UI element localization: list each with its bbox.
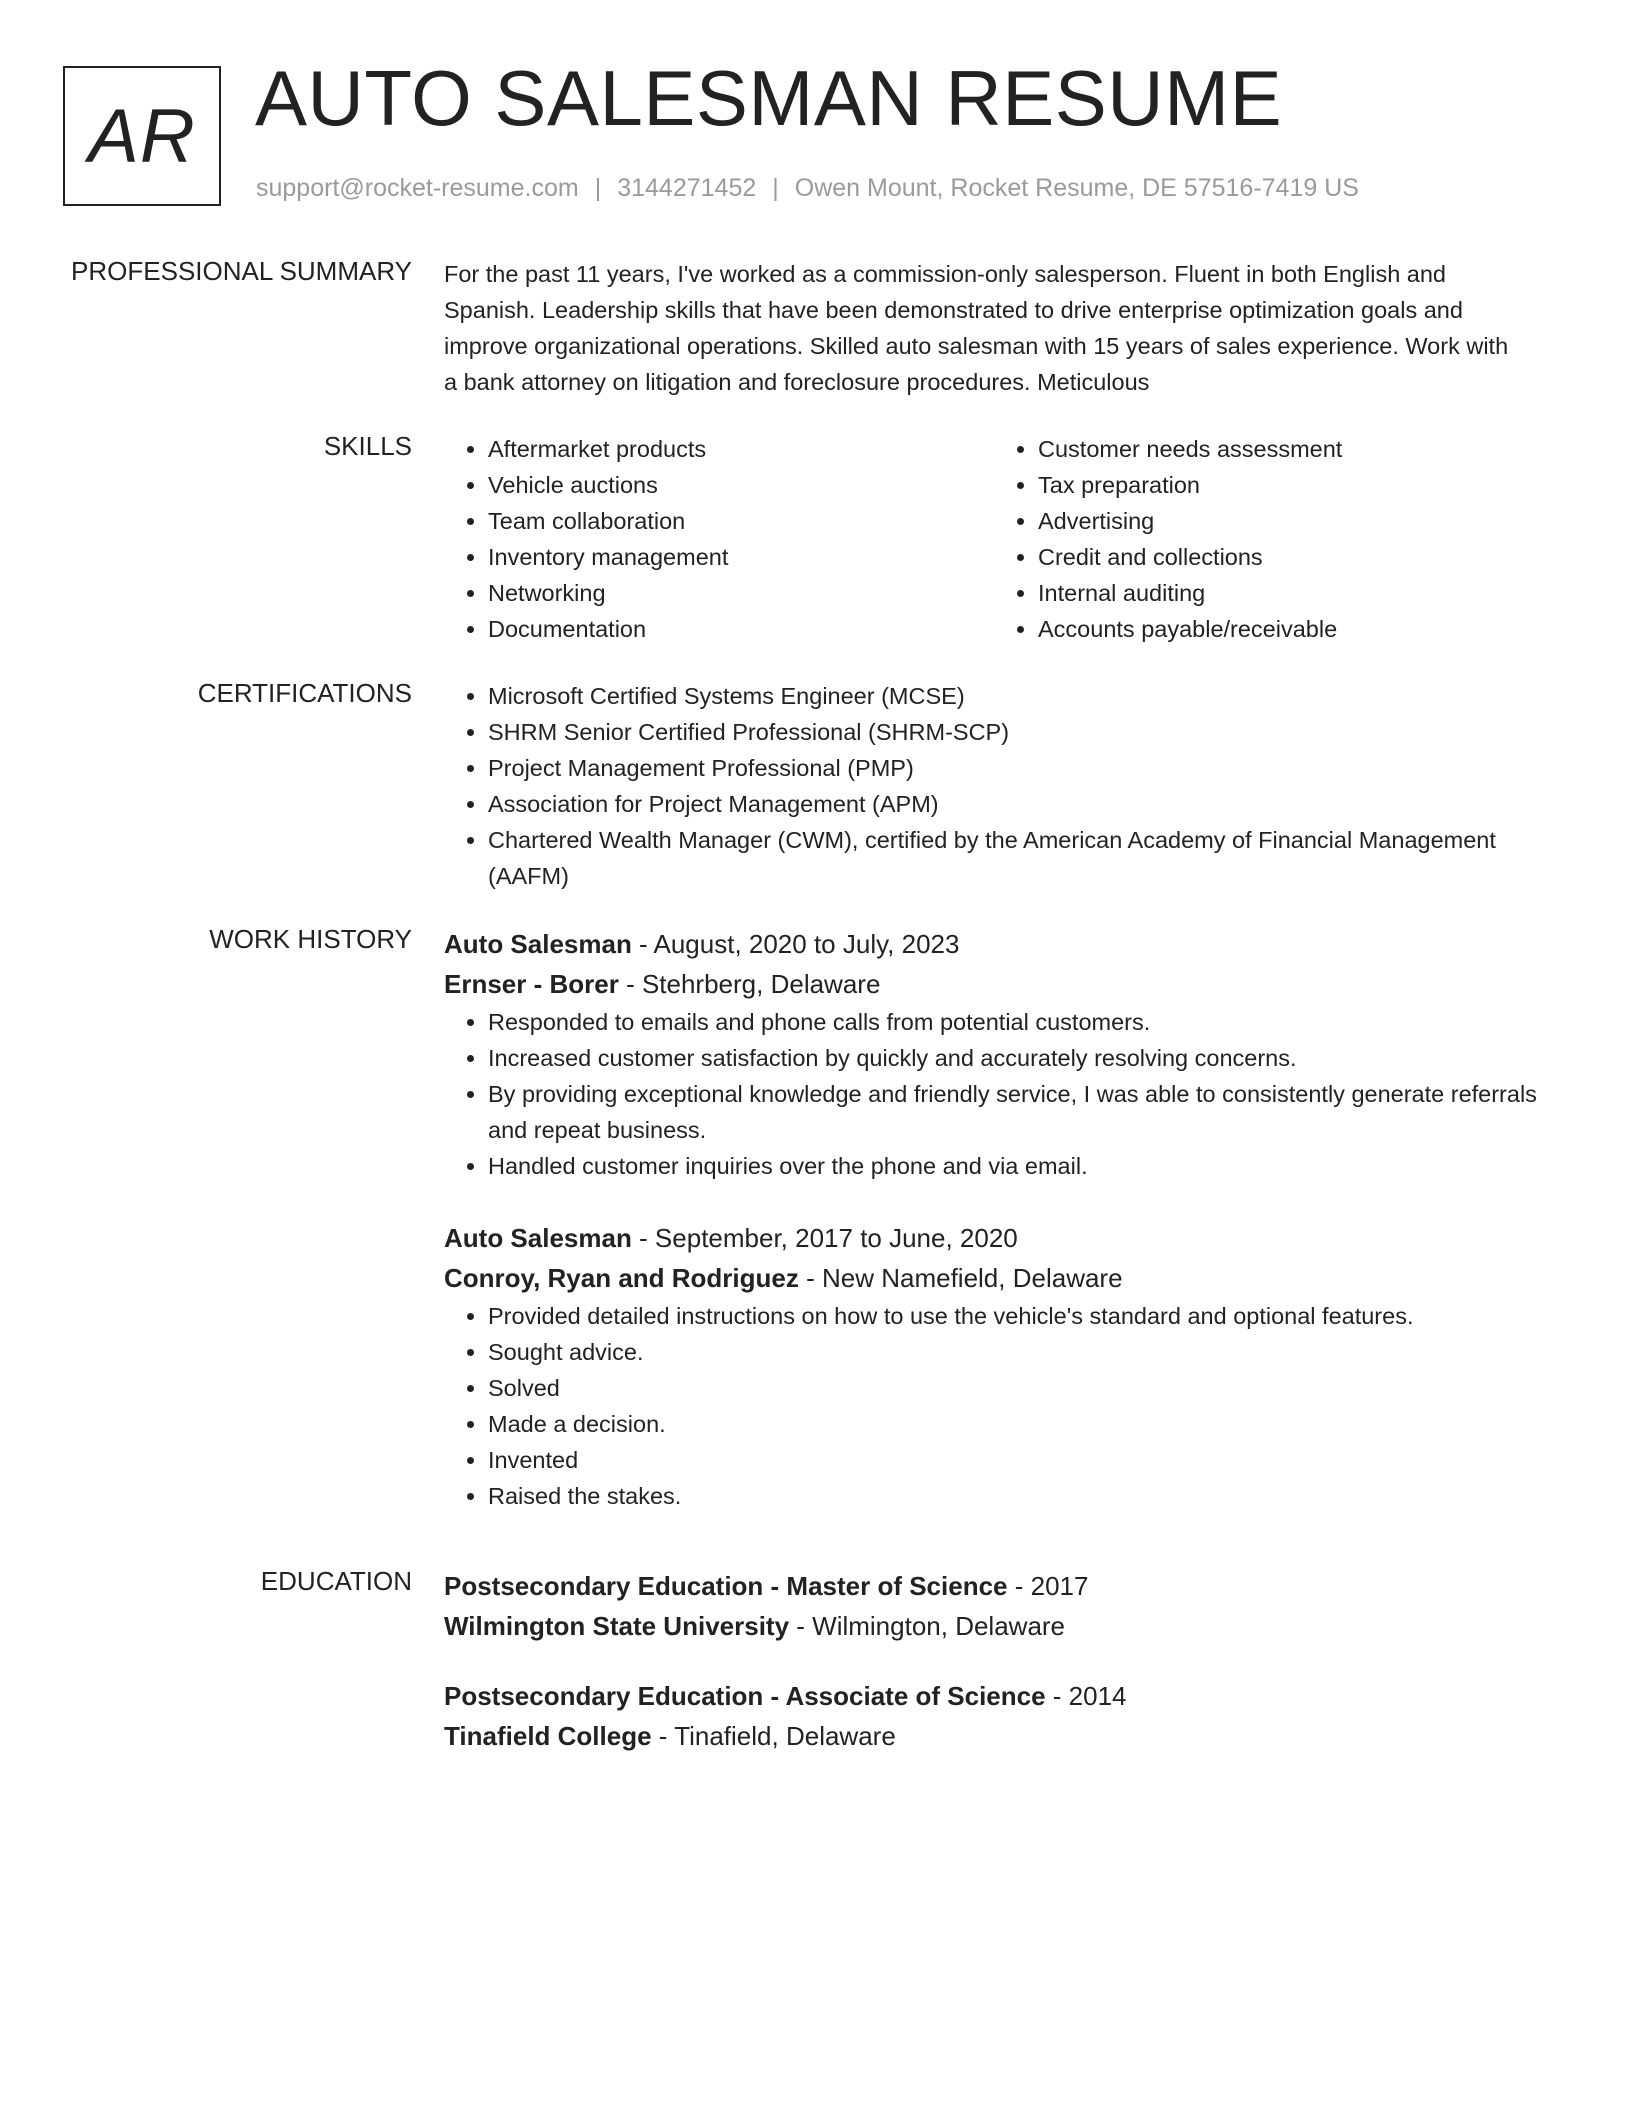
section-label-summary: PROFESSIONAL SUMMARY — [71, 256, 412, 286]
skill-item: • Accounts payable/receivable — [1038, 611, 1544, 647]
job-duty: • Increased customer satisfaction by quickly and accurately resolving concerns. — [488, 1040, 1544, 1076]
skill-item: • Advertising — [1038, 503, 1544, 539]
job-duty: • Provided detailed instructions on how to use the vehicle's standard and optional features. — [488, 1298, 1544, 1334]
job-duty: • Raised the stakes. — [488, 1478, 1544, 1514]
job-duties — [444, 1004, 1544, 1184]
job-title-line — [444, 1218, 1544, 1258]
section-label-skills: SKILLS — [323, 431, 412, 461]
job-duty: • Solved — [488, 1370, 1544, 1406]
education-school: Wilmington State University — [444, 1611, 790, 1641]
contact-separator: | — [594, 174, 602, 202]
job-duty: • Invented — [488, 1442, 1544, 1478]
skill-item: • Tax preparation — [1038, 467, 1544, 503]
certification-item: • SHRM Senior Certified Professional (SHRM-SCP) — [488, 714, 1544, 750]
section-label-certifications: CERTIFICATIONS — [197, 678, 412, 708]
summary-text: For the past 11 years, I've worked as a commission-only salesperson. Fluent in both English and Spanish. Leadership skills that have been demonstrated to drive enterprise optimization goals and improve organizational operations. Skilled auto salesman with 15 years of sales experience. Work with a bank attorney on litigation and foreclosure procedures. Meticulous — [444, 261, 1509, 395]
page-title: AUTO SALESMAN RESUME — [255, 54, 1283, 142]
job-title-line — [444, 924, 1544, 964]
skill-item: • Internal auditing — [1038, 575, 1544, 611]
skill-item: • Documentation — [488, 611, 994, 647]
job-duty: • Made a decision. — [488, 1406, 1544, 1442]
skills-list — [444, 431, 1544, 647]
contact-phone[interactable]: 3144271452 — [617, 174, 757, 202]
job-location: - New Namefield, Delaware — [798, 1263, 1123, 1293]
skill-item: • Inventory management — [488, 539, 994, 575]
education-entry — [444, 1566, 1544, 1646]
education-school-line — [444, 1716, 1544, 1756]
education-school: Tinafield College — [444, 1721, 652, 1751]
education-year: - 2014 — [1045, 1681, 1127, 1711]
contact-line — [256, 174, 1359, 203]
education-entry — [444, 1676, 1544, 1756]
job-title: Auto Salesman — [444, 929, 632, 959]
education-degree: Postsecondary Education - Associate of Science — [444, 1681, 1046, 1711]
contact-separator: | — [772, 174, 779, 202]
skill-item: • Vehicle auctions — [488, 467, 994, 503]
job-title: Auto Salesman — [444, 1223, 632, 1253]
education-degree: Postsecondary Education - Master of Science — [444, 1571, 1008, 1601]
job-duty: • Handled customer inquiries over the phone and via email. — [488, 1148, 1544, 1184]
education-year: - 2017 — [1007, 1571, 1089, 1601]
certification-item: • Project Management Professional (PMP) — [488, 750, 1544, 786]
job-duties — [444, 1298, 1544, 1514]
skill-item: • Networking — [488, 575, 994, 611]
job-dates: - August, 2020 to July, 2023 — [631, 929, 960, 959]
certification-item: • Association for Project Management (APM) — [488, 786, 1544, 822]
certification-item: • Microsoft Certified Systems Engineer (MCSE) — [488, 678, 1544, 714]
work-history-list — [444, 924, 1544, 1514]
job-duty: • Sought advice. — [488, 1334, 1544, 1370]
skills-column-left — [444, 431, 994, 647]
monogram-logo: AR — [63, 66, 221, 206]
job-duty: • By providing exceptional knowledge and friendly service, I was able to consistently generate referrals and repeat business. — [488, 1076, 1544, 1148]
job-entry — [444, 1218, 1544, 1514]
skill-item: • Credit and collections — [1038, 539, 1544, 575]
contact-address: Owen Mount, Rocket Resume, DE 57516-7419 US — [794, 174, 1359, 202]
job-company: Ernser - Borer — [444, 969, 619, 999]
job-company-line — [444, 1258, 1544, 1298]
skill-item: • Aftermarket products — [488, 431, 994, 467]
skill-item: • Customer needs assessment — [1038, 431, 1544, 467]
certification-item: • Chartered Wealth Manager (CWM), certified by the American Academy of Financial Management (AAFM) — [488, 822, 1544, 894]
section-label-education: EDUCATION — [260, 1566, 412, 1596]
job-company-line — [444, 964, 1544, 1004]
education-location: - Tinafield, Delaware — [651, 1721, 896, 1751]
education-degree-line — [444, 1676, 1544, 1716]
job-duty: • Responded to emails and phone calls from potential customers. — [488, 1004, 1544, 1040]
certifications-list — [444, 678, 1544, 894]
skills-column-right — [994, 431, 1544, 647]
education-location: - Wilmington, Delaware — [789, 1611, 1066, 1641]
education-list — [444, 1566, 1544, 1756]
section-label-work: WORK HISTORY — [209, 924, 412, 954]
job-company: Conroy, Ryan and Rodriguez — [444, 1263, 799, 1293]
job-dates: - September, 2017 to June, 2020 — [631, 1223, 1018, 1253]
job-entry — [444, 924, 1544, 1184]
job-location: - Stehrberg, Delaware — [618, 969, 881, 999]
skill-item: • Team collaboration — [488, 503, 994, 539]
contact-email[interactable]: support@rocket-resume.com — [256, 174, 579, 202]
education-school-line — [444, 1606, 1544, 1646]
education-degree-line — [444, 1566, 1544, 1606]
